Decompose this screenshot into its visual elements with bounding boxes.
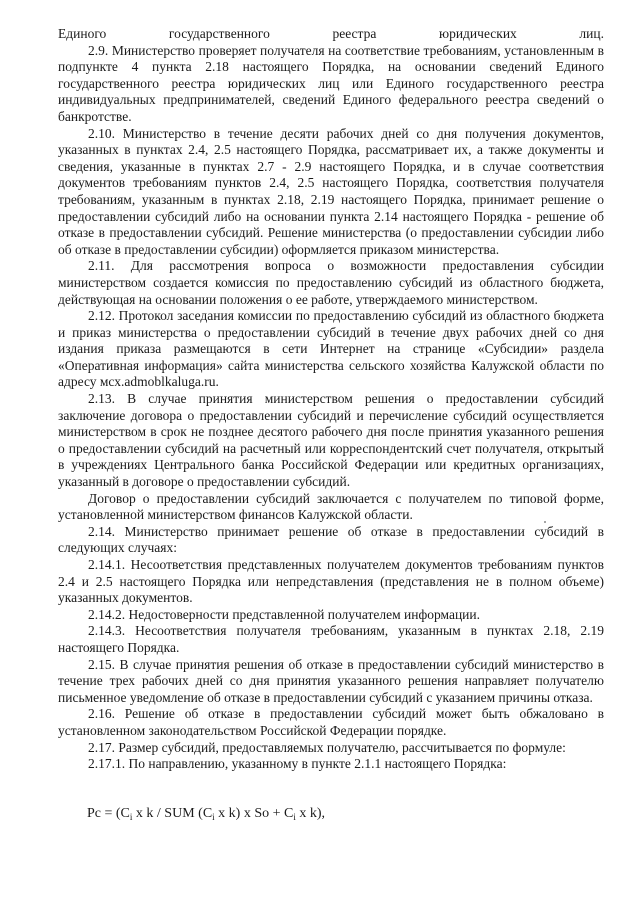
- paragraph-2-14-3: 2.14.3. Несоответствия получателя требованиям, указанным в пунктах 2.18, 2.19 настоящего Порядка.: [58, 623, 604, 655]
- paragraph-2-12: 2.12. Протокол заседания комиссии по предоставлению субсидий из областного бюджета и приказ министерства о предоставлении субсидий в течение двух рабочих дней со дня издания приказа размещаются в сети Интернет на странице «Субсидии» раздела «Оперативная информация» сайта министерства сельского хозяйства Калужской области по адресу мсх.admoblkaluga.ru.: [58, 308, 604, 390]
- formula-part-1: Рс = (C: [87, 806, 130, 821]
- paragraph-2-14-1: 2.14.1. Несоответствия представленных получателем документов требованиям пунктов 2.4 и 2.5 настоящего Порядка или непредставления (представления не в полном объеме) указанных документов.: [58, 557, 604, 606]
- paragraph-2-11: 2.11. Для рассмотрения вопроса о возможности предоставления субсидии министерством создается комиссия по предоставлению субсидий из областного бюджета, действующая на основании положения о ее работе, утверждаемого министерством.: [58, 258, 604, 307]
- formula-subscript-3: i: [293, 812, 296, 822]
- paragraph-2-13: 2.13. В случае принятия министерством решения о предоставлении субсидий заключение договора о предоставлении субсидий и перечисление субсидий осуществляется министерством в срок не позднее десятого рабочего дня после принятия указанного решения о предоставлении субсидий на расчетный или корреспондентский счет получателя, открытый в учреждениях Центрального банка Российской Федерации или кредитных организациях, указанный в договоре о предоставлении субсидий.: [58, 391, 604, 490]
- formula-part-4: x k),: [295, 806, 326, 821]
- scan-speck: [544, 521, 546, 523]
- paragraph-dogovor: Договор о предоставлении субсидий заключается с получателем по типовой форме, установленной министерством финансов Калужской области.: [58, 490, 604, 523]
- subsidy-formula: [87, 804, 325, 824]
- paragraph-2-10: 2.10. Министерство в течение десяти рабочих дней со дня получения документов, указанных в пунктах 2.4, 2.5 настоящего Порядка, рассматривает их, а также документы и сведения, указанные в пунктах 2.7 - 2.9 настоящего Порядка, и в случае соответствия документов требованиям пунктов 2.4, 2.5 настоящего Порядка, соответствия получателя требованиям, указанным в пунктах 2.18, 2.19 настоящего Порядка, принимает решение о предоставлении субсидий либо на основании пункта 2.14 настоящего Порядка - решение об отказе в предоставлении субсидий. Решение министерства (о предоставлении субсидии либо об отказе в предоставлении субсидии) оформляется приказом министерства.: [58, 125, 604, 257]
- paragraph-2-17: 2.17. Размер субсидий, предоставляемых получателю, рассчитывается по формуле:: [88, 739, 566, 755]
- paragraph-2-16: 2.16. Решение об отказе в предоставлении субсидий может быть обжаловано в установленном законодательством Российской Федерации порядке.: [58, 706, 604, 738]
- formula-subscript-2: i: [212, 812, 215, 822]
- formula-part-3: x k) x So + C: [214, 806, 294, 821]
- paragraph-2-14-2: 2.14.2. Недостоверности представленной получателем информации.: [88, 606, 480, 622]
- formula-part-2: x k / SUM (C: [132, 806, 213, 821]
- paragraph-cont: Единого государственного реестра юридических лиц.: [58, 26, 604, 41]
- paragraph-2-14: 2.14. Министерство принимает решение об отказе в предоставлении субсидий в следующих случаях:: [58, 523, 604, 556]
- formula-subscript-1: i: [129, 812, 133, 822]
- paragraph-2-9: 2.9. Министерство проверяет получателя на соответствие требованиям, установленным в подпункте 4 пункта 2.18 настоящего Порядка, на основании сведений Единого государственного реестра юридических лиц или Единого государственного реестра индивидуальных предпринимателей, сведений Единого федерального реестра сведений о банкротстве.: [58, 42, 604, 124]
- paragraph-2-15: 2.15. В случае принятия решения об отказе в предоставлении субсидий министерство в течение трех рабочих дней со дня принятия указанного решения направляет получателю письменное уведомление об отказе в предоставлении субсидий с указанием причины отказа.: [58, 656, 604, 705]
- paragraph-2-17-1: 2.17.1. По направлению, указанному в пункте 2.1.1 настоящего Порядка:: [88, 756, 507, 772]
- document-body: [58, 26, 604, 773]
